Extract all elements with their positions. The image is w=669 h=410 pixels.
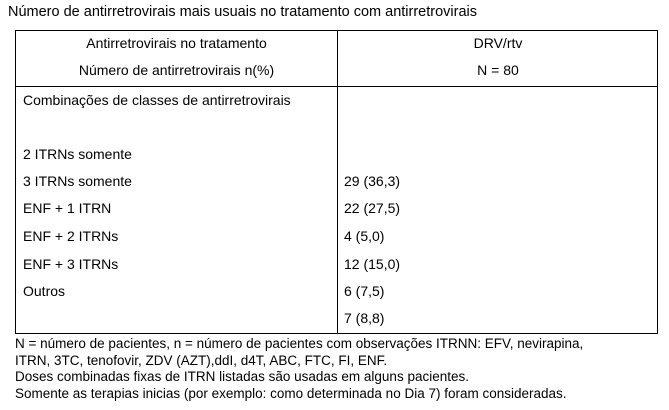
footnote-line: ITRN, 3TC, tenofovir, ZDV (AZT),ddI, d4T, ABC, FTC, FI, ENF. <box>15 352 388 368</box>
row-label: ENF + 1 ITRN <box>23 200 112 216</box>
header-right-line1: DRV/rtv <box>473 35 523 51</box>
header-right-line2: N = 80 <box>477 62 519 78</box>
row-value: 4 (5,0) <box>344 228 385 244</box>
row-label: 2 ITRNs somente <box>23 146 132 162</box>
antiretroviral-table <box>15 30 658 334</box>
header-divider <box>16 86 657 87</box>
row-label: 3 ITRNs somente <box>23 173 132 189</box>
footnote-line: Somente as terapias inicias (por exemplo: como determinada no Dia 7) foram consideradas. <box>15 385 567 401</box>
footnote-line: Doses combinadas fixas de ITRN listadas são usadas em alguns pacientes. <box>15 369 469 384</box>
row-value: 6 (7,5) <box>344 283 385 299</box>
footnote-line: N = número de pacientes, n = número de pacientes com observações ITRNN: EFV, nevirapina, <box>15 336 584 351</box>
row-value: 22 (27,5) <box>344 200 401 216</box>
row-value: 7 (8,8) <box>344 310 385 326</box>
row-label: ENF + 2 ITRNs <box>23 228 119 244</box>
table-title: Número de antirretrovirais mais usuais no tratamento com antirretrovirais <box>8 4 478 20</box>
footnotes <box>15 336 583 402</box>
row-label: ENF + 3 ITRNs <box>23 256 119 272</box>
row-label: Outros <box>23 283 66 299</box>
header-left-line1: Antirretrovirais no tratamento <box>86 35 267 51</box>
row-value: 29 (36,3) <box>344 173 401 189</box>
header-left-line2: Número de antirretrovirais n(%) <box>78 62 275 78</box>
section-label: Combinações de classes de antirretrovirais <box>23 92 291 108</box>
row-value: 12 (15,0) <box>344 256 401 272</box>
